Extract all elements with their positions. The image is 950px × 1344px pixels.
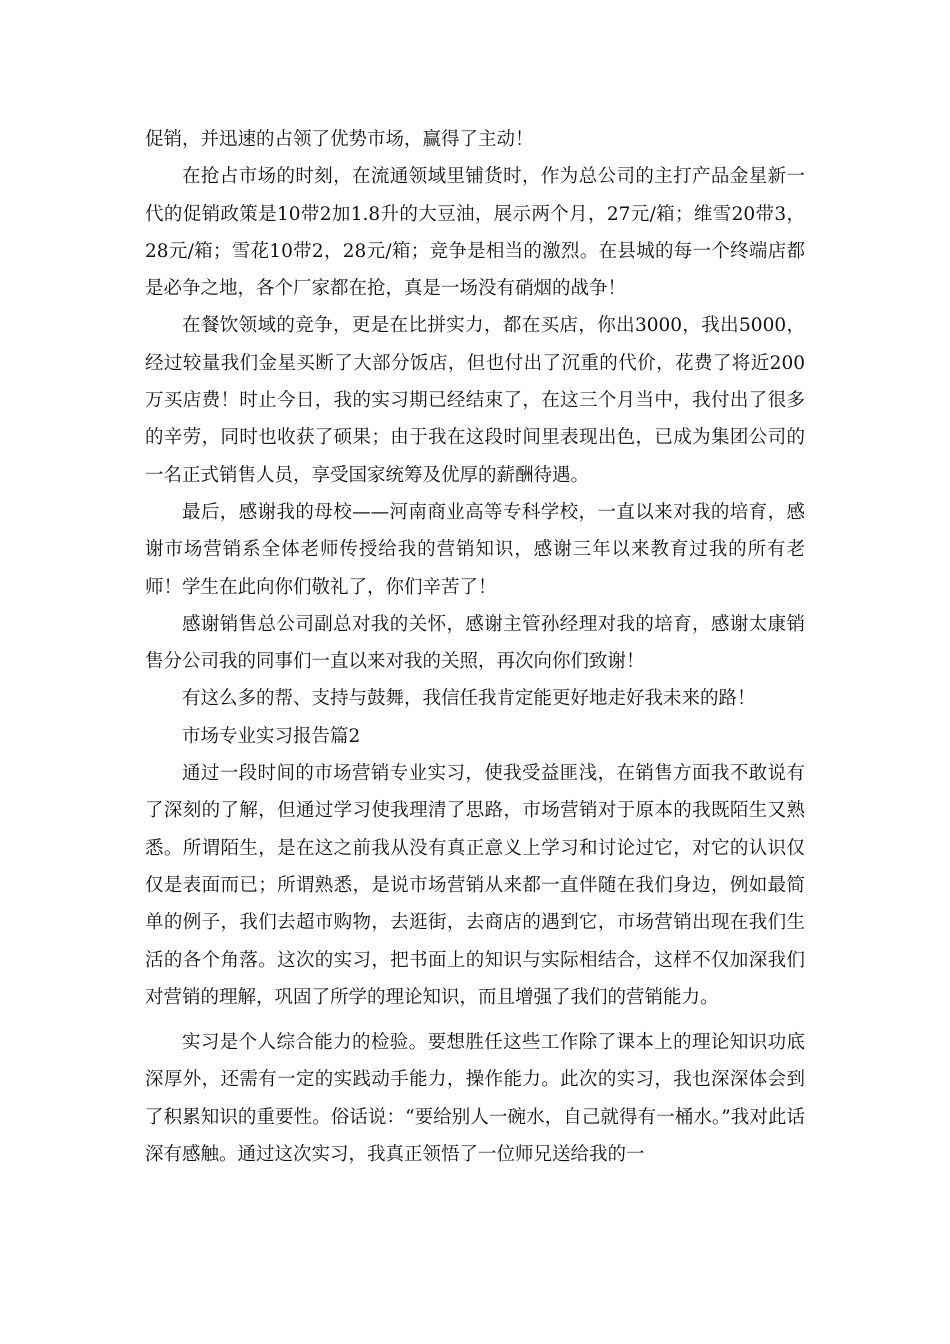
paragraph-future: 有这么多的帮、支持与鼓舞，我信任我肯定能更好地走好我未来的路！ xyxy=(182,688,756,710)
paragraph-catering-competition: 在餐饮领域的竞争，更是在比拼实力，都在买店，你出3000，我出5000，经过较量我们金星买断了大部分饭店，但也付出了沉重的代价，花费了将近200万买店费！时止今日，我的实习期已经结束了，在这三个月当中，我付出了很多的辛劳，同时也收获了硕果；由于我在这段时间里表现出色，已成为集团公司的一名正式销售人员，享受国家统筹及优厚的薪酬待遇。 xyxy=(145,315,805,486)
paragraph-internship-ability: 实习是个人综合能力的检验。要想胜任这些工作除了课本上的理论知识功底深厚外，还需有一定的实践动手能力，操作能力。此次的实习，我也深深体会到了积累知识的重要性。俗话说：“要给别人一碗水，自己就得有一桶水。”我对此话深有感触。通过这次实习，我真正领悟了一位师兄送给我的一 xyxy=(145,1032,805,1166)
paragraph-thanks-school: 最后，感谢我的母校——河南商业高等专科学校，一直以来对我的培育，感谢市场营销系全体老师传授给我的营销知识，感谢三年以来教育过我的所有老师！学生在此向你们敬礼了，你们辛苦了！ xyxy=(145,501,805,598)
paragraph-market-distribution: 在抢占市场的时刻，在流通领域里铺货时，作为总公司的主打产品金星新一代的促销政策是10带2加1.8升的大豆油，展示两个月，27元/箱；维雪20带3，28元/箱；雪花10带2，28元/箱；竞争是相当的激烈。在县城的每一个终端店都是必争之地，各个厂家都在抢，真是一场没有硝烟的战争！ xyxy=(145,166,805,300)
paragraph-thanks-colleagues: 感谢销售总公司副总对我的关怀，感谢主管孙经理对我的培育，感谢太康销售分公司我的同事们一直以来对我的关照，再次向你们致谢！ xyxy=(145,613,805,673)
paragraph-internship-intro: 通过一段时间的市场营销专业实习，使我受益匪浅，在销售方面我不敢说有了深刻的了解，但通过学习使我理清了思路，市场营销对于原本的我既陌生又熟悉。所谓陌生，是在这之前我从没有真正意义上学习和讨论过它，对它的认识仅仅是表面而已；所谓熟悉，是说市场营销从来都一直伴随在我们身边，例如最简单的例子，我们去超市购物，去逛街，去商店的遇到它，市场营销出现在我们生活的各个角落。这次的实习，把书面上的知识与实际相结合，这样不仅加深我们对营销的理解，巩固了所学的理论知识，而且增强了我们的营销能力。 xyxy=(145,763,805,1008)
paragraph-continuation: 促销，并迅速的占领了优势市场，赢得了主动！ xyxy=(145,129,534,150)
document-body xyxy=(145,121,805,1173)
section-heading: 市场专业实习报告篇2 xyxy=(182,725,361,747)
